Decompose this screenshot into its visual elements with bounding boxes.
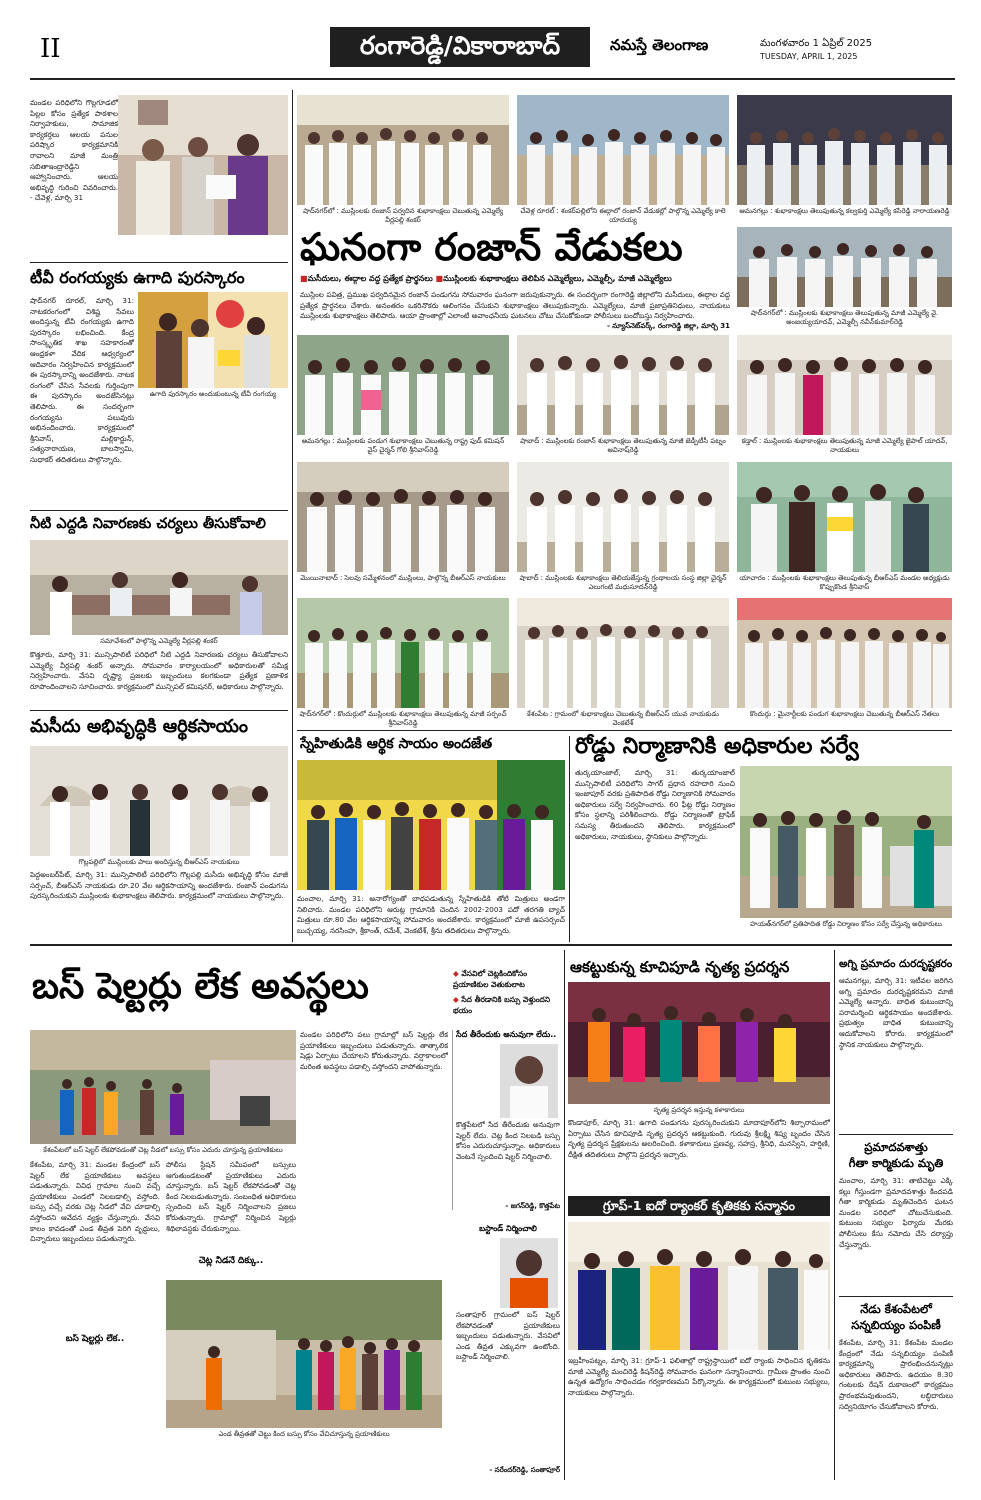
bullet-icon: ■	[300, 274, 308, 283]
left-story-4-headline: మసీదు అభివృద్ధికి ఆర్థికసాయం	[30, 716, 248, 737]
ramzan-caption-4: షాద్‌నగర్‌లో : ముస్లింలకు శుభాకాంక్షలు తెలుపుతున్న మాజీ ఎమ్మెల్యే వై. అంజయ్యయాదవ్, ఎమ్మెల్సీ నవీన్‌కుమార్‌రెడ్డి	[750, 309, 939, 326]
left-photo-3-caption: సమావేశంలో పాల్గొన్న ఎమ్మెల్యే వీర్లపల్లి శంకర్	[100, 637, 218, 645]
left-story-2-text: షాద్‌నగర్ రూరల్, మార్చి 31: నాటకరంగంలో విశిష్ట సేవలు అందిస్తున్న టీవీ రంగయ్యకు ఉగాది పురస్కారం లభించింది. కేంద్ర సాంస్కృతిక శాఖ సహకారంతో ఆంధ్రకళా వేదిక ఆధ్వర్యంలో ఆదివారం నిర్వహించిన కార్యక్రమంలో ఈ పురస్కారాన్ని అందజేశారు. నాటక రంగంలో చేసిన సేవలకు గుర్తింపుగా ఈ పురస్కారం అందజేసినట్లు తెలిపారు. ఈ సందర్భంగా రంగయ్యను పలువురు అభినందించారు. కార్యక్రమంలో శ్రీనివాస్, మల్లికార్జున్, సత్యనారాయణ, బాలస్వామి, సుధాకర్ తదితరులు పాల్గొన్నారు.	[30, 296, 134, 464]
bus-text-2b: మండల పరిధిలోని పలు గ్రామాల్లో బస్ షెల్టర్లు లేక ప్రయాణికులు ఇబ్బందులు పడుతున్నారు. తాత్కాలిక షెడ్లు ఏర్పాటు చేయాలని కోరుతున్నారు. వర్షాకాలంలో మరింత అవస్థలు పడాల్సి వస్తోందని వాపోతున్నారు.	[300, 1030, 448, 1071]
left-photo-4-caption: గొల్లపల్లిలో ముస్లింలకు పాలు అందిస్తున్న బీఆర్ఎస్ నాయకులు	[78, 858, 240, 866]
left-column-divider	[292, 90, 293, 942]
left-rule-1	[30, 262, 288, 263]
accident-text: మంచాల, మార్చి 31: తాటిచెట్టు ఎక్కి కల్లు గీస్తుండగా ప్రమాదవశాత్తు కిందపడి గీతా కార్మికుడు మృతిచెందిన ఘటన మండల పరిధిలో చోటుచేసుకుంది. కుటుంబ సభ్యుల ఫిర్యాదు మేరకు పోలీసులు కేసు నమోదు చేసి దర్యాప్తు చేస్తున్నారు.	[839, 1176, 953, 1249]
road-caption: హయత్‌నగర్‌లో ప్రతిపాదిత రోడ్డు నిర్మాణం కోసం సర్వే చేస్తున్న అధికారులు	[750, 920, 942, 928]
ramzan-photo-5	[297, 335, 509, 435]
bus-subhead-2: బస్ షెల్టర్లు లేక..	[65, 1334, 125, 1344]
ramzan-headline: ఘనంగా రంజాన్ వేడుకలు	[300, 225, 683, 269]
rice-headline-2: సన్నబియ్యం పంపిణీ	[851, 1318, 941, 1332]
ramzan-photo-8	[297, 462, 509, 572]
left-story-4-text: పెద్దఅంబర్‌పేట్, మార్చి 31: మున్సిపాలిటీ పరిధిలోని గొల్లపల్లి మసీదు అభివృద్ధి కోసం మాజీ సర్పంచ్, బీఆర్ఎస్ నాయకుడు రూ.20 వేల ఆర్థికసాయాన్ని అందజేశారు. రంజాన్ పండుగను పురస్కరించుకుని ముస్లింలకు శుభాకాంక్షలు తెలిపారు. కార్యక్రమంలో నాయకులు పాల్గొన్నారు.	[30, 870, 288, 901]
paper-name: నమస్తే తెలంగాణ	[610, 36, 709, 54]
fire-rule	[839, 1134, 953, 1135]
friend-headline: స్నేహితుడికి ఆర్థిక సాయం అందజేత	[300, 736, 493, 752]
friend-text: మంచాల, మార్చి 31: అనారోగ్యంతో బాధపడుతున్న స్నేహితుడికి తోటి మిత్రులు అండగా నిలిచారు. మండల పరిధిలోని ఆరుట్ల గ్రామానికి చెందిన 2002-2003 పదో తరగతి బ్యాచ్ మిత్రులు రూ.80 వేల ఆర్థికసాయాన్ని సోమవారం అందజేశారు. కార్యక్రమంలో మాజీ ఉపసర్పంచ్ బుచ్చయ్య, నరసింహ, శ్రీకాంత్, రమేశ్, వెంకటేశ్, శ్రీను తదితరులు పాల్గొన్నారు.	[297, 894, 565, 935]
left-photo-2	[138, 292, 288, 388]
kuchipudi-caption: నృత్య ప్రదర్శన ఇస్తున్న కళాకారులు	[653, 1106, 745, 1114]
ramzan-caption-1: షాద్‌నగర్‌లో : ముస్లింలకు రంజాన్ పర్వదిన శుభాకాంక్షలు చెబుతున్న ఎమ్మెల్యే వీర్లపల్లి శంకర్	[302, 207, 504, 224]
fire-headline: అగ్ని ప్రమాదం దురదృష్టకరం	[839, 958, 953, 970]
bus-photo-1	[30, 1030, 296, 1144]
left-rule-3	[30, 710, 288, 711]
quote-2-text: సంతాపూర్ గ్రామంలో బస్ షెల్టర్ లేకపోవడంతో ప్రయాణికులు ఇబ్బందులు పడుతున్నారు. వేసవిలో ఎండ తీవ్రత ఎక్కువగా ఉంటోంది. బస్టాండ్ నిర్మించాలి.	[456, 1310, 560, 1362]
ramzan-caption-12: కేశంపేట : గ్రామంలో శుభాకాంక్షలు చెబుతున్న బీఆర్ఎస్ యువ నాయకుడు వెంకటేశ్	[527, 710, 719, 727]
left-rule-2	[30, 510, 288, 511]
quote-2-title: బస్టాండ్ నిర్మించాలి	[479, 1224, 537, 1233]
ramzan-photo-10	[737, 462, 952, 572]
bus-headline: బస్ షెల్టర్లు లేక అవస్థలు	[32, 966, 369, 1007]
ramzan-photo-2	[517, 95, 729, 205]
quote-1-title: సేద తీరేందుకు అనువుగా లేదు..	[456, 1030, 557, 1039]
left-story-3-text: కొత్తూరు, మార్చి 31: మున్సిపాలిటీ పరిధిలో నీటి ఎద్దడి నివారణకు చర్యలు తీసుకోవాలని ఎమ్మెల్యే వీర్లపల్లి శంకర్ అన్నారు. సోమవారం కార్యాలయంలో అధికారులతో సమీక్ష నిర్వహించారు. వేసవి దృష్ట్యా ప్రజలకు ఇబ్బందులు కలగకుండా ప్రత్యేక ప్రణాళిక రూపొందించాలని సూచించారు. కార్యక్రమంలో మున్సిపల్ కమిషనర్, అధికారులు పాల్గొన్నారు.	[30, 650, 288, 691]
left-photo-2-caption: ఉగాది పురస్కారం అందుకుంటున్న టీవీ రంగయ్య	[149, 390, 277, 398]
section-title: రంగారెడ్డి/వికారాబాద్	[359, 31, 561, 60]
bus-photo-1-caption: కేశంపేటలో బస్ షెల్టర్ లేకపోవడంతో చెట్ల నీడలో బస్సు కోసం ఎదురు చూస్తున్న ప్రయాణికులు	[43, 1146, 283, 1154]
rice-headline-1: నేడు కేశంపేటలో	[860, 1302, 932, 1316]
left-story-2-headline: టీవీ రంగయ్యకు ఉగాది పురస్కారం	[30, 268, 245, 287]
left-photo-4	[30, 746, 288, 856]
accident-headline-1: ప్రమాదవశాత్తు	[864, 1140, 928, 1154]
group1-headline: గ్రూప్-1 ఐదో ర్యాంకర్ కృతికకు సన్మానం	[603, 1198, 795, 1213]
ramzan-caption-7: కడ్తాల్ : ముస్లింలకు శుభాకాంక్షలు తెలుపుతున్న మాజీ ఎమ్మెల్యే జైపాల్ యాదవ్, నాయకులు	[741, 437, 948, 454]
masthead-rule	[30, 78, 955, 80]
left-story-1-text: మండల పరిధిలోని గొల్లగూడలో పిల్లల కోసం ప్రత్యేక పాఠశాల నిర్వాహకులు, సామాజిక కార్యకర్తలు ఆలయ పనుల పరిష్కార కార్యక్రమానికి రావాలని మాజీ మంత్రి సబితాఇంద్రారెడ్డిని ఆహ్వానించారు. ఆలయ అభివృద్ధి గురించి వివరించారు. - చేవెళ్ల, మార్చి 31	[30, 98, 118, 203]
bus-bullets	[453, 968, 561, 1016]
kuchipudi-photo	[568, 982, 830, 1104]
ramzan-photo-11	[297, 598, 509, 708]
quote-1-name: - జగన్‌రెడ్డి, కొత్తపేట	[505, 1202, 560, 1210]
ramzan-photo-7	[737, 335, 952, 435]
ramzan-caption-10: యాచారం : ముస్లింలకు శుభాకాంక్షలు తెలుపుతున్న బీఆర్ఎస్ మండల అధ్యక్షుడు కొప్పుకొండ శ్రీనివాస్	[739, 574, 950, 591]
ramzan-caption-2: చేవెళ్ల రూరల్ : శంకర్‌పల్లిలోని ఈద్గాలో రంజాన్ వేడుకల్లో పాల్గొన్న ఎమ్మెల్యే కాలె యాదయ్య	[520, 207, 726, 224]
quote-1-portrait	[500, 1044, 558, 1118]
ramzan-subhead-2: ముస్లింలకు శుభాకాంక్షలు తెలిపిన ఎమ్మెల్యేలు, ఎమ్మెల్సీ, మాజీ ఎమ్మెల్యేలు	[443, 274, 672, 283]
ramzan-caption-6: షాబాద్ : ముస్లింలకు రంజాన్ శుభాకాంక్షలు తెలుపుతున్న మాజీ జెడ్పీటీసీ పట్నం అవినాష్‌రెడ్డి	[520, 437, 726, 454]
ramzan-photo-9	[517, 462, 729, 572]
friend-divider	[569, 736, 570, 942]
mid-rule	[30, 944, 952, 946]
left-photo-3	[30, 540, 288, 635]
quote-2-name: - నరేందర్‌రెడ్డి, సంతాపూర్	[489, 1466, 560, 1474]
bus-text-2: పోలీసు స్టేషన్ సమీపంలో బస్సులు ఆగుతుండటంతో ప్రయాణికులు ఎదురు చూస్తున్నారు. బస్ షెల్టర్ లేకపోవడంతో చెట్ల కింద నిలబడుతున్నారు. సంబంధిత అధికారులు స్పందించి బస్ షెల్టర్ నిర్మించాలని ప్రజలు కోరుతున్నారు. గ్రామాల్లో నిర్మించిన షెల్టర్లు శిథిలావస్థకు చేరుకున్నాయి.	[166, 1160, 296, 1233]
ramzan-caption-9: షాబాద్ : ముస్లింలకు శుభాకాంక్షలు తెలియజేస్తున్న గ్రంథాలయ సంస్థ జిల్లా చైర్మన్ ఎలుగంటి మధుసూదన్‌రెడ్డి	[519, 574, 727, 591]
ramzan-caption-5: ఆమనగల్లు : ముస్లింలకు పండుగ శుభాకాంక్షలు చెబుతున్న రాష్ట్ర ఫుడ్ కమిషన్ వైస్ చైర్మన్ గోలి శ్రీనివాస్‌రెడ్డి	[301, 437, 505, 454]
friend-photo	[297, 760, 565, 890]
group1-text: ఇబ్రహీంపట్నం, మార్చి 31: గ్రూప్-1 ఫలితాల్లో రాష్ట్రస్థాయిలో ఐదో ర్యాంకు సాధించిన కృతికను మాజీ ఎమ్మెల్యే మంచిరెడ్డి కిషన్‌రెడ్డి సోమవారం ఘనంగా సన్మానించారు. గ్రామీణ ప్రాంతం నుంచి ఉన్నత ఉద్యోగం సాధించడం గర్వకారణమని పేర్కొన్నారు. ఈ కార్యక్రమంలో కుటుంబ సభ్యులు, నాయకులు పాల్గొన్నారు.	[568, 1356, 830, 1397]
bus-subhead-1: చెట్ల నీడనే దిక్కు..	[198, 1256, 264, 1266]
accident-headline-2: గీతా కార్మికుడు మృతి	[848, 1156, 944, 1170]
road-headline: రోడ్డు నిర్మాణానికి అధికారుల సర్వే	[575, 734, 859, 759]
fire-text: ఆమనగల్లు, మార్చి 31: ఇటీవల జరిగిన అగ్ని ప్రమాదం దురదృష్టకరమని మాజీ ఎమ్మెల్యే అన్నారు. బాధిత కుటుంబాన్ని పరామర్శించి ఆర్థికసాయం అందజేశారు. ప్రభుత్వం బాధిత కుటుంబాన్ని ఆదుకోవాలని కోరారు. కార్యక్రమంలో స్థానిక నాయకులు పాల్గొన్నారు.	[839, 976, 953, 1049]
bus-photo-2-caption: ఎండ తీవ్రతతో చెట్టు కింద బస్సు కోసం వేచిచూస్తున్న ప్రయాణికులు	[218, 1430, 390, 1438]
ramzan-subheads	[300, 272, 730, 286]
bullet-icon: ◆	[453, 995, 459, 1004]
ramzan-photo-13	[737, 598, 952, 708]
kuchipudi-text: కొండాపూర్, మార్చి 31: ఉగాది పండుగను పురస్కరించుకుని మాదాపూర్‌లోని శిల్పారామంలో ఏర్పాటు చేసిన కూచిపూడి నృత్య ప్రదర్శన ఆకట్టుకుంది. గురువు శ్రీలక్ష్మి శిష్య బృందం చేసిన నృత్య ప్రదర్శన ప్రేక్షకులను అలరించింది. కళాకారులు ప్రణవ్య, సహస్ర, శ్రీనిధి, మనస్విని, హర్షిణి, దీక్షిత తదితరులు పాల్గొని ప్రదర్శన ఇచ్చారు.	[568, 1118, 830, 1159]
ramzan-text: ముస్లింల పవిత్ర, ప్రముఖ పర్వదినమైన రంజాన్ పండుగను సోమవారం ఘనంగా జరుపుకున్నారు. ఈ సందర్భంగా రంగారెడ్డి జిల్లాలోని మసీదులు, ఈద్గాల వద్ద ప్రత్యేక ప్రార్థనలు చేశారు. అనంతరం ఒకరినొకరు ఆలింగనం చేసుకుని శుభాకాంక్షలు తెలుపుకున్నారు. ఎమ్మెల్యేలు, మాజీ ప్రజాప్రతినిధులు, నాయకులు ముస్లింలకు శుభాకాంక్షలు తెలిపారు. ఆయా ప్రాంతాల్లో ఎలాంటి అవాంఛనీయ ఘటనలు చోటు చేసుకోకుండా పోలీసులు బందోబస్తు నిర్వహించారు.	[300, 290, 730, 321]
ramzan-credit: - న్యూస్‌నెట్‌వర్క్, రంగారెడ్డి జిల్లా, మార్చి 31	[606, 322, 730, 330]
group1-photo	[568, 1222, 830, 1350]
date-english: TUESDAY, APRIL 1, 2025	[760, 52, 858, 61]
page-number: II	[40, 34, 61, 64]
left-photo-1	[118, 95, 288, 235]
ramzan-caption-13: కొందుర్గు : మైనార్టీలకు పండుగ శుభాకాంక్షలు చెబుతున్న బీఆర్ఎస్ నేతలు	[749, 710, 940, 718]
date-telugu: మంగళవారం 1 ఏప్రిల్ 2025	[760, 38, 873, 49]
ramzan-photo-3	[737, 95, 952, 205]
bullet-icon: ■	[435, 274, 444, 283]
rice-text: కేశంపేట, మార్చి 31: కేశంపేట మండల కేంద్రంలో నేడు సన్నబియ్యం పంపిణీ కార్యక్రమాన్ని ప్రారంభించనున్నట్లు అధికారులు తెలిపారు. ఉదయం 8.30 గంటలకు రేషన్ దుకాణంలో కార్యక్రమం ప్రారంభమవుతుందని, లబ్ధిదారులు సద్వినియోగం చేసుకోవాలని కోరారు.	[839, 1338, 953, 1411]
quote-2-portrait	[500, 1238, 558, 1308]
quote-1-text: కొత్తపేటలో సేద తీరేందుకు అనువుగా షెల్టర్ లేదు. చెట్ల కింద నిలబడి బస్సు కోసం ఎదురుచూస్తున్నాం. అధికారులు వెంటనే స్పందించి షెల్టర్ నిర్మించాలి.	[456, 1120, 560, 1161]
left-story-3-headline: నీటి ఎద్దడి నివారణకు చర్యలు తీసుకోవాలి	[30, 516, 266, 532]
ramzan-photo-12	[517, 598, 729, 708]
bus-text-1: కేశంపేట, మార్చి 31: మండల కేంద్రంలో బస్ షెల్టర్ లేక ప్రయాణికులు అవస్థలు పడుతున్నారు. వివిధ గ్రామాల నుంచి వచ్చే ప్రయాణికులు ఎండలో నిలబడాల్సి వస్తోంది. బస్సు వచ్చే వరకు చెట్ల నీడలో వేచి చూడాల్సి వస్తోందని ఆవేదన వ్యక్తం చేస్తున్నారు. వేసవి కాలం కావడంతో ఎండ తీవ్రత పెరిగి వృద్ధులు, చిన్నారులు ఇబ్బందులు పడుతున్నారు.	[30, 1160, 160, 1244]
bus-bullet-2: ◆ సేద తీరడానికి బస్సు వెళ్తుందని భయం	[453, 995, 551, 1015]
road-text: తుర్కయాంజాల్, మార్చి 31: తుర్కయాంజాల్ మున్సిపాలిటీ పరిధిలోని సాగర్ ప్రధాన రహదారి నుంచి ఇంజాపూర్ వరకు ప్రతిపాదిత రోడ్డు నిర్మాణానికి సోమవారం అధికారులు సర్వే నిర్వహించారు. 60 ఫీట్ల రోడ్డు నిర్మాణం కోసం స్థలాన్ని పరిశీలించారు. రోడ్డు నిర్మాణంతో ట్రాఫిక్ సమస్య తీరుతుందని తెలిపారు. కార్యక్రమంలో అధికారులు, నాయకులు, స్థానికులు పాల్గొన్నారు.	[575, 768, 735, 841]
bullet-icon: ◆	[453, 969, 459, 978]
ramzan-photo-1	[297, 95, 509, 205]
right-divider	[834, 950, 835, 1480]
ramzan-caption-11: షాద్‌నగర్‌లో : కొందుర్గులో ముస్లింలకు శుభాకాంక్షలు తెలుపుతున్న మాజీ సర్పంచ్ శ్రీనివాస్‌రెడ్డి	[299, 710, 507, 727]
ramzan-photo-6	[517, 335, 729, 435]
bus-divider	[564, 950, 565, 1480]
bus-photo-2	[166, 1280, 442, 1428]
bus-bullet-1: ◆ వేసవిలో చెట్లకిందికోసం ప్రయాణికుల వెతుకులాట	[453, 969, 528, 989]
ramzan-bottom-rule	[297, 730, 952, 731]
accident-rule	[839, 1296, 953, 1297]
ramzan-photo-4	[737, 227, 952, 307]
ramzan-caption-8: మొయినాబాద్ : సెలవు సమ్మేళనంలో ముస్లింలు, పాల్గొన్న బీఆర్ఎస్ నాయకులు	[300, 574, 506, 582]
ramzan-subhead-1: మసీదులు, ఈద్గాల వద్ద ప్రత్యేక ప్రార్థనలు	[307, 274, 433, 283]
ramzan-caption-3: ఆమనగల్లు : శుభాకాంక్షలు తెలుపుతున్న కల్వకుర్తి ఎమ్మెల్యే కసిరెడ్డి నారాయణరెడ్డి	[739, 207, 950, 215]
road-photo	[740, 766, 952, 918]
kuchipudi-headline: ఆకట్టుకున్న కూచిపూడి నృత్య ప్రదర్శన	[570, 958, 790, 976]
